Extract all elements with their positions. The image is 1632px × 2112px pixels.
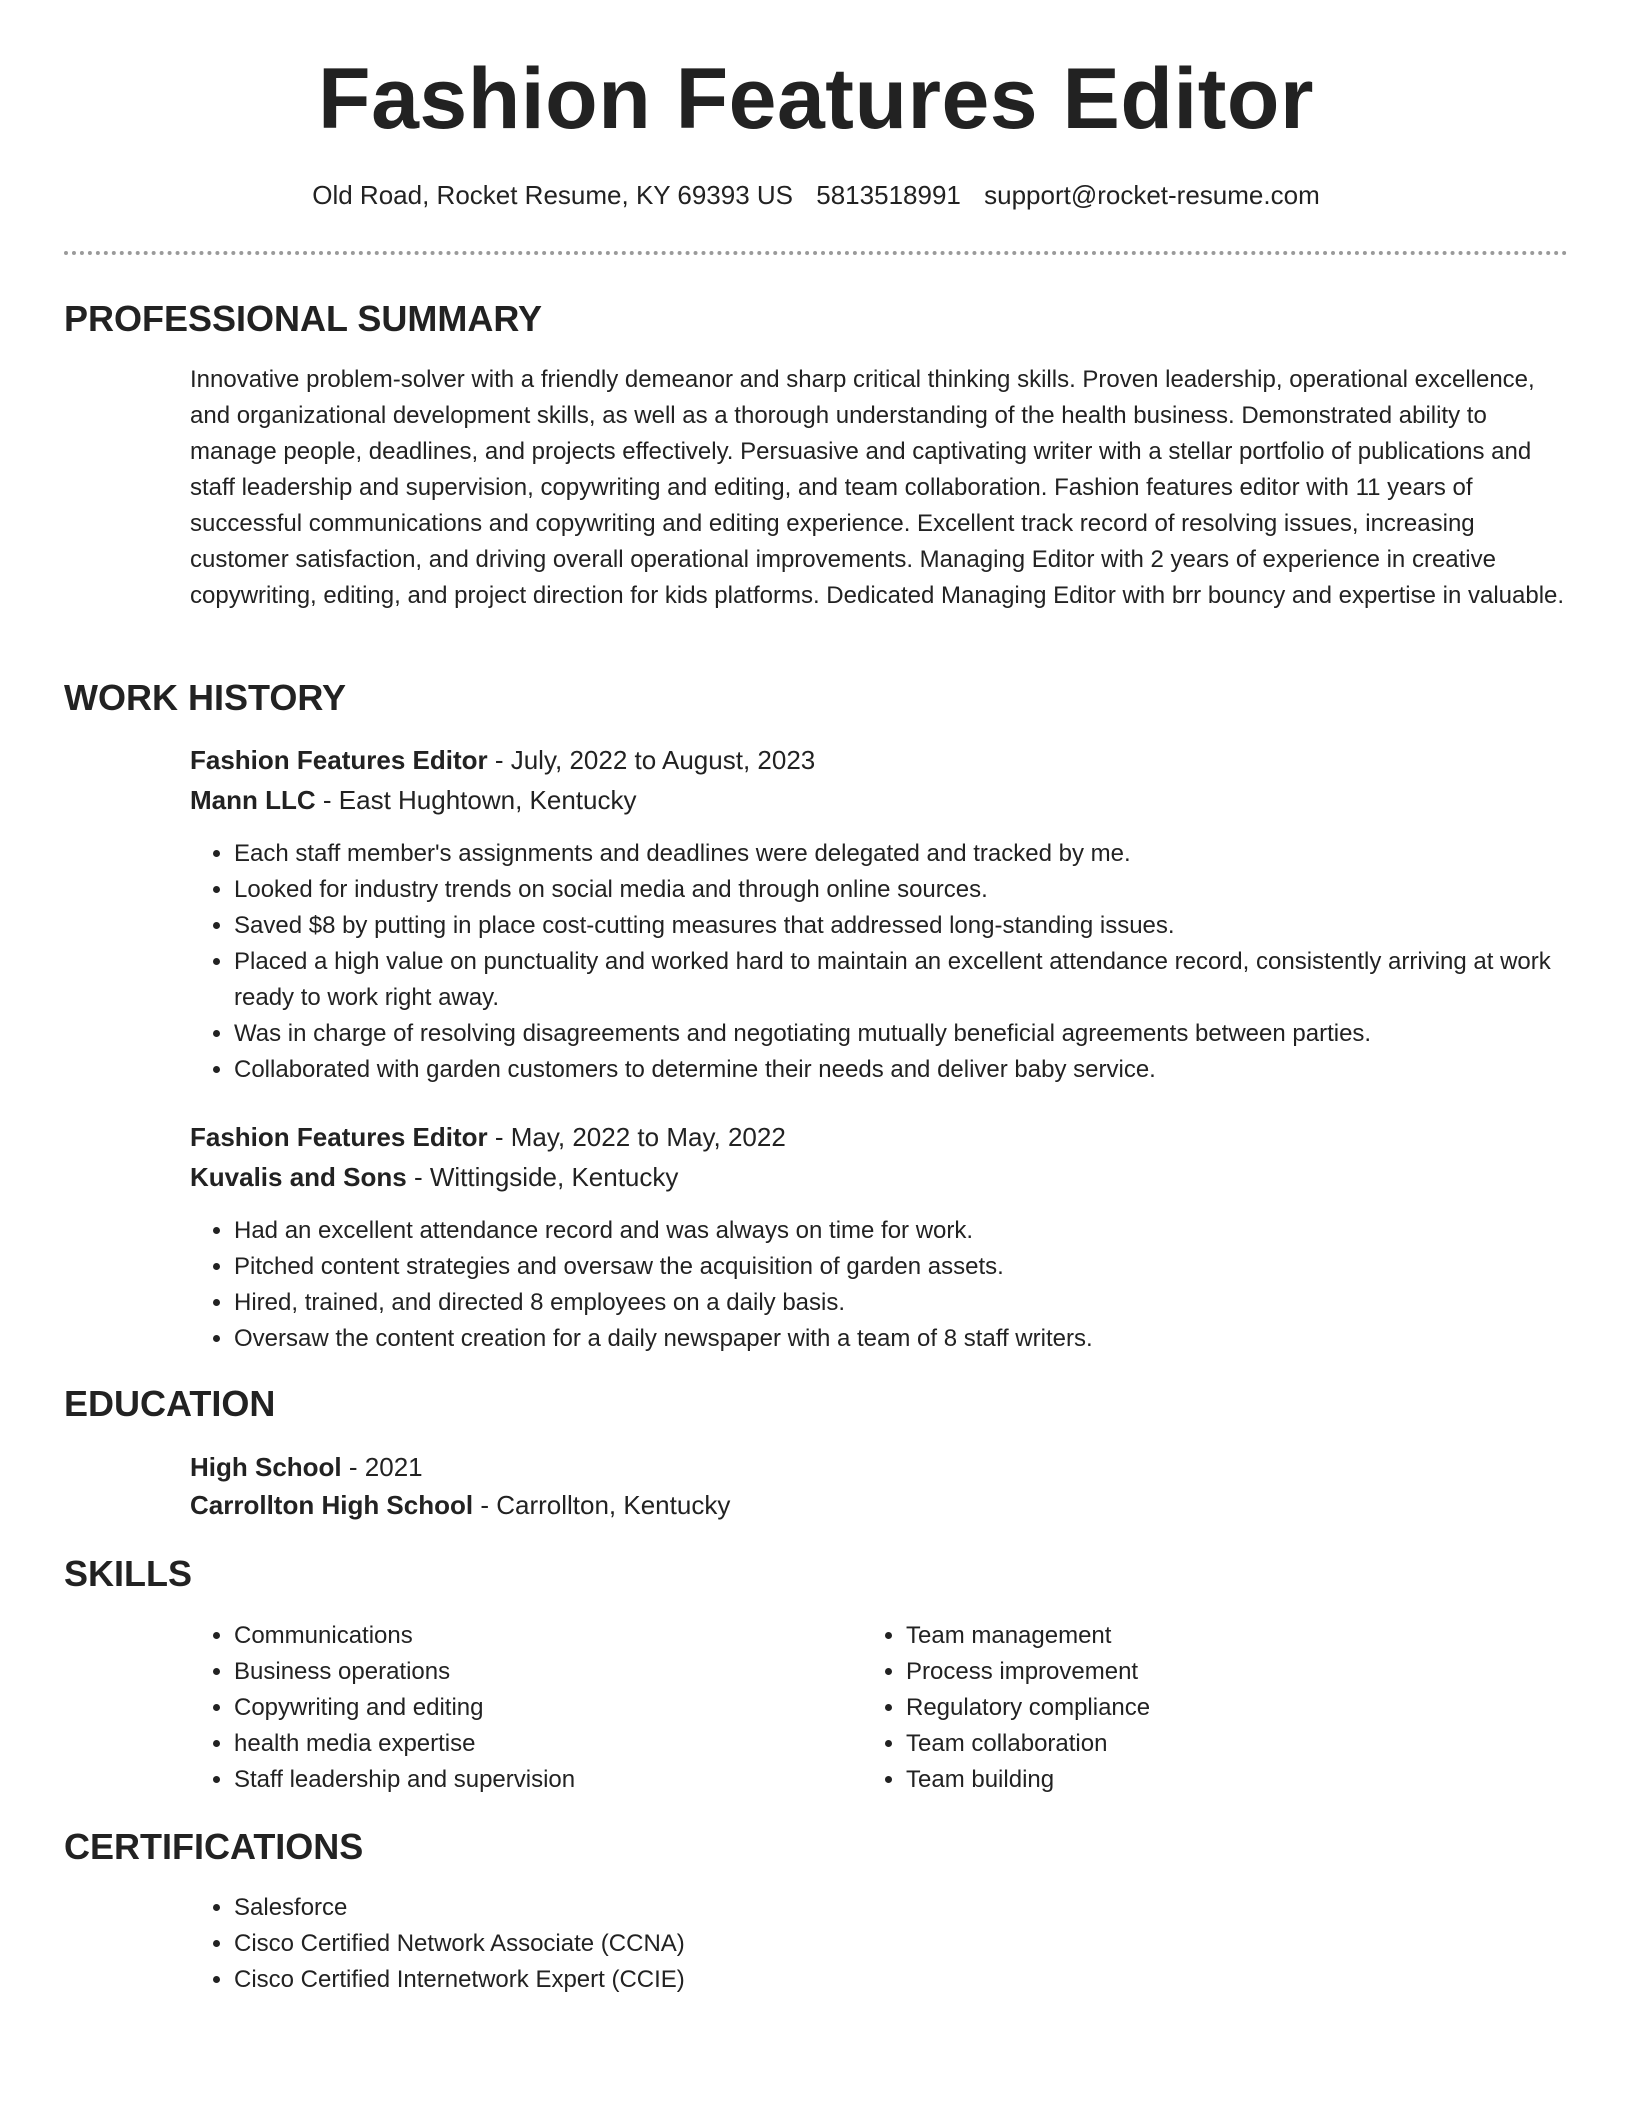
list-item: • Placed a high value on punctuality and worked hard to maintain an excellent attendance record, consistently arriving at work ready to work right away. — [234, 944, 1614, 1016]
education-school-line — [190, 1490, 730, 1521]
education-school: Carrollton High School — [190, 1490, 474, 1520]
work-history-heading: WORK HISTORY — [64, 677, 347, 718]
education-degree: High School — [190, 1452, 342, 1482]
job-2-location: - Wittingside, Kentucky — [406, 1162, 679, 1192]
certifications-list — [190, 1890, 1614, 1998]
job-2-company-line — [190, 1162, 678, 1193]
job-2-title-line — [190, 1122, 786, 1153]
job-2-company: Kuvalis and Sons — [190, 1162, 407, 1192]
job-1-role: Fashion Features Editor — [190, 745, 488, 775]
list-item: • Was in charge of resolving disagreements and negotiating mutually beneficial agreements between parties. — [234, 1016, 1614, 1052]
list-item: • Pitched content strategies and oversaw the acquisition of garden assets. — [234, 1249, 1614, 1285]
list-item: • Collaborated with garden customers to determine their needs and deliver baby service. — [234, 1052, 1614, 1088]
education-location: - Carrollton, Kentucky — [473, 1490, 731, 1520]
list-item: • Saved $8 by putting in place cost-cutting measures that addressed long-standing issues. — [234, 908, 1614, 944]
job-1-dates: - July, 2022 to August, 2023 — [487, 745, 816, 775]
resume-name: Fashion Features Editor — [318, 51, 1314, 147]
list-item: • Cisco Certified Network Associate (CCNA) — [234, 1926, 1614, 1962]
contact-address: Old Road, Rocket Resume, KY 69393 US — [312, 180, 794, 210]
list-item: • Process improvement — [906, 1654, 1506, 1690]
list-item: • Oversaw the content creation for a daily newspaper with a team of 8 staff writers. — [234, 1321, 1614, 1357]
list-item: • Communications — [234, 1618, 834, 1654]
job-2-dates: - May, 2022 to May, 2022 — [487, 1122, 786, 1152]
list-item: • Business operations — [234, 1654, 834, 1690]
job-1-title-line — [190, 745, 815, 776]
skills-heading: SKILLS — [64, 1553, 193, 1594]
job-2-role: Fashion Features Editor — [190, 1122, 488, 1152]
job-2-bullets — [190, 1213, 1614, 1357]
header-divider — [64, 251, 1568, 255]
education-degree-line — [190, 1452, 423, 1483]
list-item: • Cisco Certified Internetwork Expert (CCIE) — [234, 1962, 1614, 1998]
list-item: • Team collaboration — [906, 1726, 1506, 1762]
list-item: • Had an excellent attendance record and was always on time for work. — [234, 1213, 1614, 1249]
contact-phone: 5813518991 — [816, 180, 961, 210]
list-item: • health media expertise — [234, 1726, 834, 1762]
contact-line — [0, 180, 1632, 211]
summary-text: Innovative problem-solver with a friendly demeanor and sharp critical thinking skills. Proven leadership, operational excellence, and organizational development skills, as well as a thorough understanding of the health business. Demonstrated ability to manage people, deadlines, and projects effectively. Persuasive and captivating writer with a stellar portfolio of publications and staff leadership and supervision, copywriting and editing, and team collaboration. Fashion features editor with 11 years of successful communications and copywriting and editing experience. Excellent track record of resolving issues, increasing customer satisfaction, and driving overall operational improvements. Managing Editor with 2 years of experience in creative copywriting, editing, and project direction for kids platforms. Dedicated Managing Editor with brr bouncy and expertise in valuable. — [190, 366, 1565, 609]
list-item: • Hired, trained, and directed 8 employees on a daily basis. — [234, 1285, 1614, 1321]
job-1-company-line — [190, 785, 636, 816]
list-item: • Looked for industry trends on social media and through online sources. — [234, 872, 1614, 908]
job-1-company: Mann LLC — [190, 785, 316, 815]
summary-heading: PROFESSIONAL SUMMARY — [64, 298, 543, 339]
education-year: - 2021 — [341, 1452, 423, 1482]
list-item: • Each staff member's assignments and deadlines were delegated and tracked by me. — [234, 836, 1614, 872]
certifications-heading: CERTIFICATIONS — [64, 1826, 364, 1867]
list-item: • Regulatory compliance — [906, 1690, 1506, 1726]
list-item: • Team building — [906, 1762, 1506, 1798]
list-item: • Copywriting and editing — [234, 1690, 834, 1726]
skills-list-right — [862, 1618, 1506, 1798]
list-item: • Salesforce — [234, 1890, 1614, 1926]
list-item: • Team management — [906, 1618, 1506, 1654]
job-1-location: - East Hughtown, Kentucky — [315, 785, 637, 815]
contact-email: support@rocket-resume.com — [984, 180, 1320, 210]
education-heading: EDUCATION — [64, 1383, 276, 1424]
skills-list-left — [190, 1618, 834, 1798]
list-item: • Staff leadership and supervision — [234, 1762, 834, 1798]
job-1-bullets — [190, 836, 1614, 1088]
